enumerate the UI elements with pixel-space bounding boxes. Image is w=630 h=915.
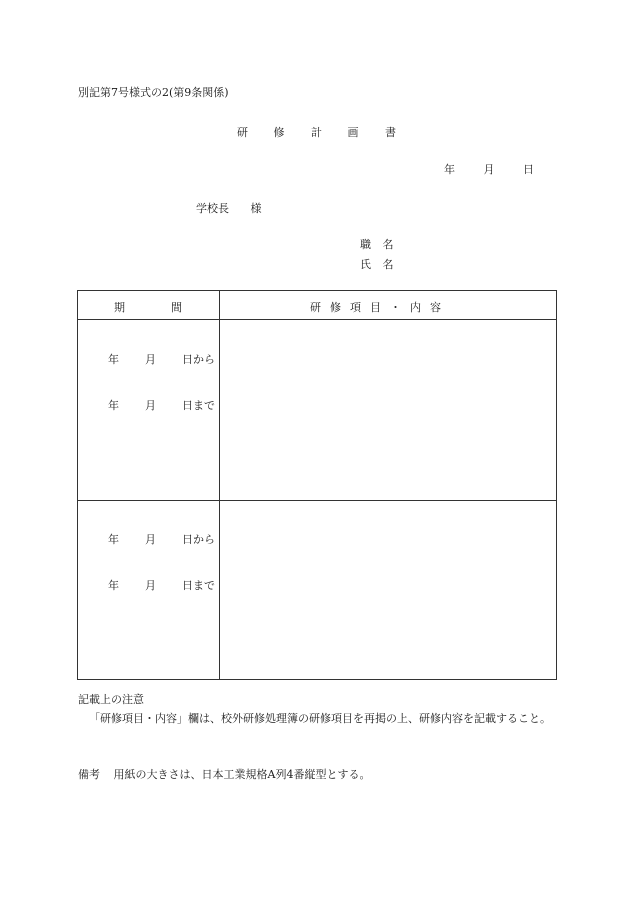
period-year: 年 bbox=[108, 399, 119, 412]
header-content-char: 項 bbox=[350, 301, 361, 314]
date-month: 月 bbox=[483, 163, 495, 176]
addressee bbox=[196, 200, 262, 216]
header-content-char: 目 bbox=[370, 301, 381, 314]
header-period-char: 期 bbox=[114, 301, 125, 314]
period-year: 年 bbox=[108, 353, 119, 366]
title-char: 計 bbox=[311, 126, 322, 139]
title-char: 書 bbox=[385, 126, 396, 139]
header-content-char: 研 bbox=[310, 301, 321, 314]
addressee-honorific: 様 bbox=[250, 202, 262, 215]
period-year: 年 bbox=[108, 579, 119, 592]
header-content-char: 内 bbox=[410, 301, 421, 314]
period-month: 月 bbox=[145, 579, 156, 592]
signature-position-char: 名 bbox=[382, 238, 394, 251]
notes-body: 「研修項目・内容」欄は、校外研修処理簿の研修項目を再掲の上、研修内容を記載すること。 bbox=[89, 712, 551, 725]
date-day: 日 bbox=[523, 163, 534, 176]
period-year: 年 bbox=[108, 533, 119, 546]
signature-position-char: 職 bbox=[360, 238, 371, 251]
training-plan-table bbox=[77, 290, 557, 680]
signature-name-char: 氏 bbox=[360, 258, 371, 271]
table-row-divider bbox=[78, 500, 556, 501]
table-column-divider bbox=[219, 291, 220, 679]
period-to bbox=[108, 577, 215, 593]
remark-label: 備考 bbox=[78, 768, 100, 781]
period-month: 月 bbox=[145, 533, 156, 546]
period-month: 月 bbox=[145, 353, 156, 366]
title-char: 画 bbox=[347, 126, 359, 139]
date-year: 年 bbox=[444, 163, 455, 176]
signature-position bbox=[360, 236, 394, 252]
header-content-char: 修 bbox=[330, 301, 341, 314]
header-period bbox=[114, 299, 182, 315]
period-day: 日から bbox=[182, 353, 215, 366]
period-from bbox=[108, 351, 215, 367]
header-content bbox=[310, 299, 441, 315]
period-day: 日まで bbox=[182, 579, 215, 592]
period-to bbox=[108, 397, 215, 413]
title-char: 研 bbox=[237, 126, 248, 139]
table-header-divider bbox=[78, 319, 556, 320]
notes-heading: 記載上の注意 bbox=[78, 693, 144, 706]
period-from bbox=[108, 531, 215, 547]
header-content-char: 容 bbox=[430, 301, 441, 314]
remark bbox=[78, 766, 370, 782]
notes-section bbox=[78, 690, 558, 728]
remark-text: 用紙の大きさは、日本工業規格A列4番縦型とする。 bbox=[113, 768, 371, 781]
signature-name bbox=[360, 256, 394, 272]
title-char: 修 bbox=[273, 126, 285, 139]
signature-name-char: 名 bbox=[382, 258, 394, 271]
document-title bbox=[237, 124, 396, 140]
period-month: 月 bbox=[145, 399, 156, 412]
header-period-char: 間 bbox=[171, 301, 182, 314]
period-day: 日から bbox=[182, 533, 215, 546]
addressee-label: 学校長 bbox=[196, 202, 229, 215]
period-day: 日まで bbox=[182, 399, 215, 412]
date-line bbox=[444, 161, 534, 177]
form-label: 別記第7号様式の2(第9条関係) bbox=[78, 86, 229, 99]
header-content-char: ・ bbox=[390, 301, 401, 314]
